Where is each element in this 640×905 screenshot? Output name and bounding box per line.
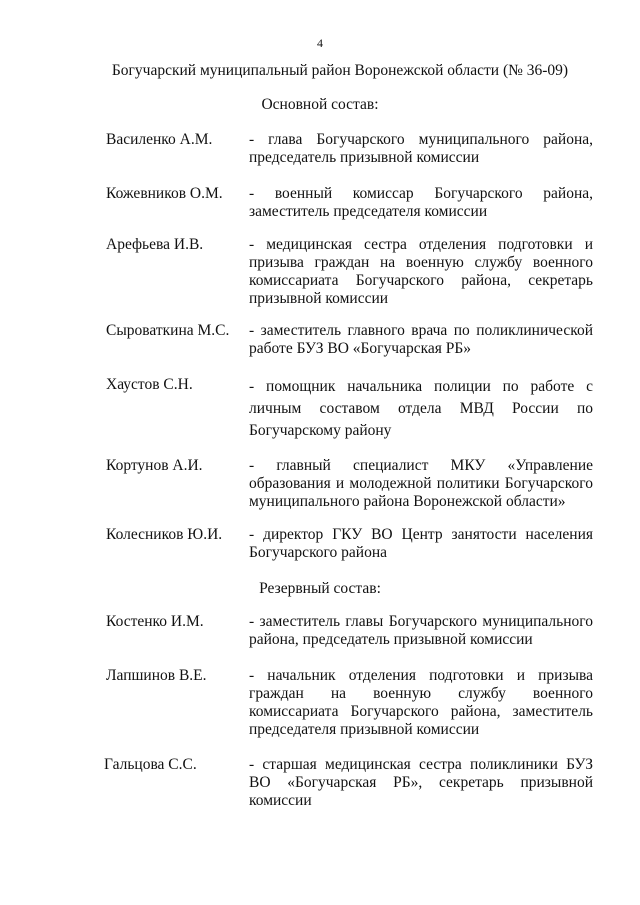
member-role: - старшая медицинская сестра поликлиники БУЗ ВО «Богучарская РБ», секретарь призывной комиссии — [249, 756, 593, 809]
document-title: Богучарский муниципальный район Воронежской области (№ 36-09) — [111, 62, 569, 79]
member-role: - директор ГКУ ВО Центр занятости населения Богучарского района — [249, 526, 593, 561]
main-composition-heading: Основной состав: — [261, 96, 379, 113]
member-name: Хаустов С.Н. — [106, 376, 193, 393]
member-name: Кожевников О.М. — [106, 185, 223, 202]
member-name: Костенко И.М. — [106, 613, 204, 630]
member-name: Василенко А.М. — [106, 131, 213, 148]
member-role: - главный специалист МКУ «Управление образования и молодежной политики Богучарского муниципального района Воронежской области» — [249, 457, 593, 510]
member-role: - заместитель главного врача по поликлинической работе БУЗ ВО «Богучарская РБ» — [249, 322, 593, 357]
member-role: - медицинская сестра отделения подготовки и призыва граждан на военную службу военного комиссариата Богучарского района, секретарь призывной комиссии — [249, 236, 593, 307]
member-role: - глава Богучарского муниципального района, председатель призывной комиссии — [249, 131, 593, 166]
member-name: Сыроваткина М.С. — [106, 322, 230, 339]
member-role: - заместитель главы Богучарского муниципального района, председатель призывной комиссии — [249, 613, 593, 648]
member-role: - начальник отделения подготовки и призыва граждан на военную службу военного комиссариата Богучарского района, заместитель председателя призывной комиссии — [249, 667, 593, 738]
member-role: - помощник начальника полиции по работе с личным составом отдела МВД России по Богучарскому району — [249, 378, 593, 439]
page-number: 4 — [317, 36, 323, 50]
member-name: Арефьева И.В. — [106, 236, 204, 253]
member-name: Кортунов А.И. — [106, 457, 203, 474]
member-name: Гальцова С.С. — [104, 756, 197, 773]
member-role: - военный комиссар Богучарского района, заместитель председателя комиссии — [249, 185, 593, 220]
reserve-composition-heading: Резервный состав: — [259, 580, 381, 597]
member-name: Колесников Ю.И. — [106, 526, 223, 543]
member-name: Лапшинов В.Е. — [106, 667, 207, 684]
